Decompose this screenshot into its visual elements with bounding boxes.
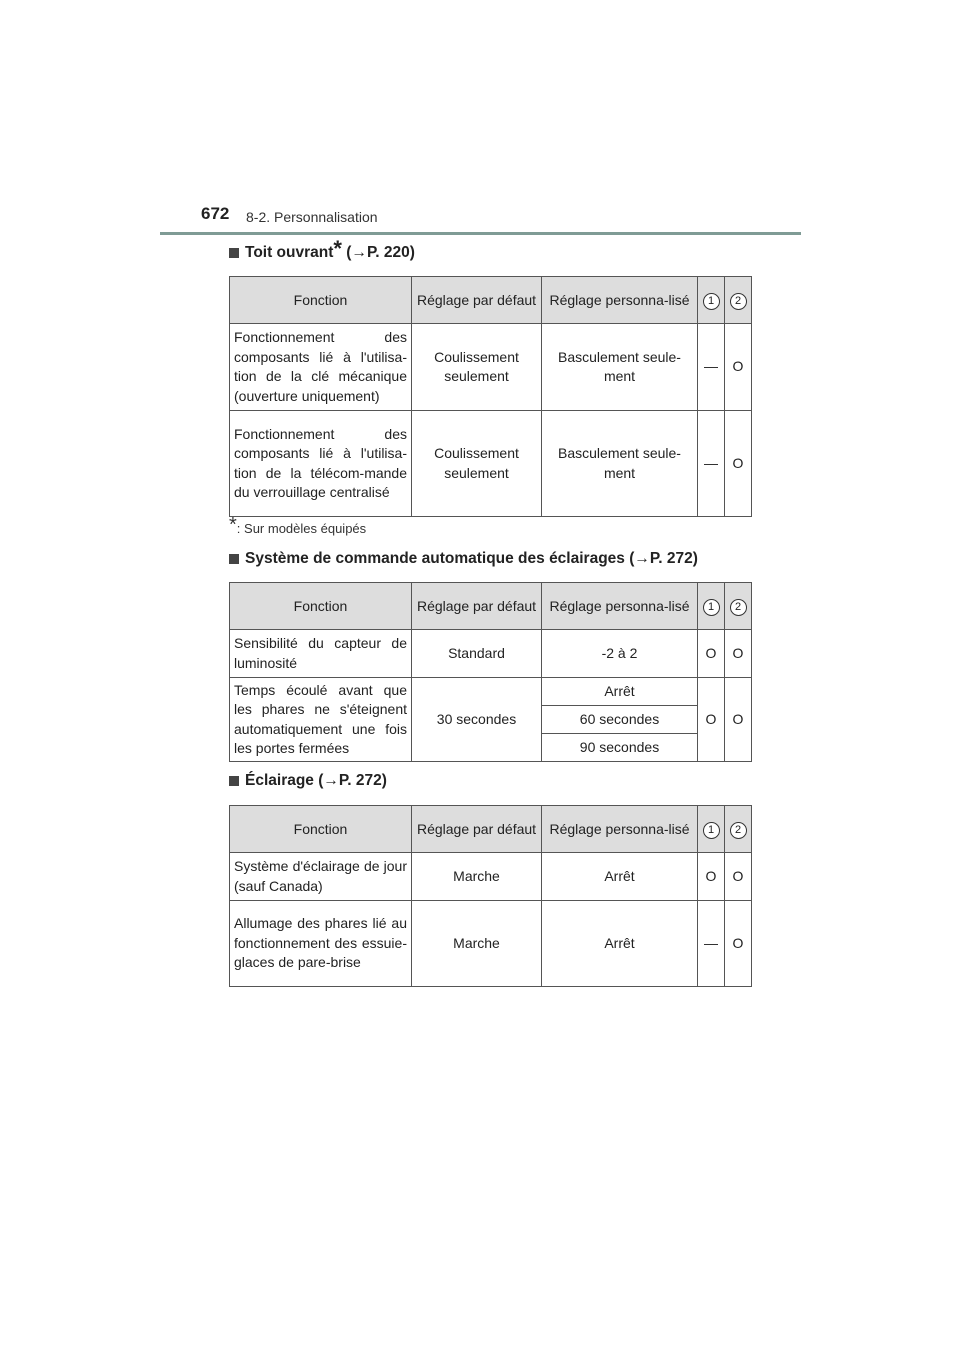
heading-toit-ouvrant [229, 236, 415, 262]
asterisk-mark: * [333, 236, 342, 261]
circled-1-icon: 1 [703, 822, 720, 839]
cell-perso: Arrêt [542, 901, 698, 987]
cell-defaut: Marche [412, 853, 542, 901]
square-bullet-icon [229, 776, 239, 786]
table-row [230, 853, 752, 901]
table-header-row [230, 583, 752, 630]
cell-c1: — [698, 901, 725, 987]
col-fonction: Fonction [230, 806, 412, 853]
table-row [230, 630, 752, 678]
cell-perso: Basculement seule-ment [542, 324, 698, 411]
cell-c2: O [725, 853, 752, 901]
cell-c1: O [698, 853, 725, 901]
cell-fonction: Allumage des phares lié au fonctionnement des essuie-glaces de pare-brise [230, 901, 412, 987]
cell-perso-option: 90 secondes [542, 734, 698, 762]
cell-c1: O [698, 630, 725, 678]
col-reglage-perso: Réglage personna-lisé [542, 806, 698, 853]
circled-2-icon: 2 [730, 599, 747, 616]
col-reglage-defaut: Réglage par défaut [412, 277, 542, 324]
col-1 [698, 806, 725, 853]
section-label: 8-2. Personnalisation [246, 209, 378, 225]
footnote-asterisk: * [229, 514, 237, 536]
square-bullet-icon [229, 248, 239, 258]
cell-c1: — [698, 324, 725, 411]
col-reglage-perso: Réglage personna-lisé [542, 583, 698, 630]
cell-defaut: Marche [412, 901, 542, 987]
cell-defaut: Coulissement seulement [412, 411, 542, 517]
table-header-row [230, 277, 752, 324]
cell-c1: — [698, 411, 725, 517]
header-rule [160, 232, 801, 235]
cell-fonction: Système d'éclairage de jour (sauf Canada) [230, 853, 412, 901]
cell-fonction: Fonctionnement des composants lié à l'utilisa-tion de la télécom-mande du verrouillage centralisé [230, 411, 412, 517]
cell-c2: O [725, 324, 752, 411]
table-toit-ouvrant [229, 276, 752, 517]
circled-2-icon: 2 [730, 293, 747, 310]
heading-commande-eclairages [229, 550, 698, 568]
col-1 [698, 583, 725, 630]
heading-ref: (→P. 272) [629, 550, 698, 567]
cell-c2: O [725, 678, 752, 762]
table-row [230, 901, 752, 987]
table-eclairage [229, 805, 752, 987]
cell-perso-option: 60 secondes [542, 706, 698, 734]
footnote-text: : Sur modèles équipés [236, 521, 367, 536]
cell-c2: O [725, 901, 752, 987]
cell-defaut: 30 secondes [412, 678, 542, 762]
circled-2-icon: 2 [730, 822, 747, 839]
cell-fonction: Temps écoulé avant que les phares ne s'éteignent automatiquement une fois les portes fermées [230, 678, 412, 762]
cell-fonction: Fonctionnement des composants lié à l'utilisa-tion de la clé mécanique (ouverture uniquement) [230, 324, 412, 411]
heading-ref: (→P. 272) [318, 772, 387, 789]
col-2 [725, 583, 752, 630]
table-commande-eclairages [229, 582, 752, 762]
table-header-row [230, 806, 752, 853]
table-row [230, 411, 752, 517]
col-reglage-defaut: Réglage par défaut [412, 806, 542, 853]
page-number: 672 [201, 204, 230, 223]
cell-c2: O [725, 630, 752, 678]
square-bullet-icon [229, 554, 239, 564]
col-reglage-perso: Réglage personna-lisé [542, 277, 698, 324]
heading-title: Toit ouvrant [245, 244, 334, 261]
cell-defaut: Coulissement seulement [412, 324, 542, 411]
heading-eclairage [229, 772, 387, 790]
col-2 [725, 277, 752, 324]
footnote [229, 514, 367, 536]
circled-1-icon: 1 [703, 599, 720, 616]
circled-1-icon: 1 [703, 293, 720, 310]
cell-defaut: Standard [412, 630, 542, 678]
cell-perso: Basculement seule-ment [542, 411, 698, 517]
cell-c2: O [725, 411, 752, 517]
heading-title: Éclairage [245, 772, 314, 789]
cell-perso: -2 à 2 [542, 630, 698, 678]
table-row [230, 678, 752, 706]
heading-title: Système de commande automatique des éclairages [245, 550, 625, 567]
col-fonction: Fonction [230, 583, 412, 630]
col-1 [698, 277, 725, 324]
cell-fonction: Sensibilité du capteur de luminosité [230, 630, 412, 678]
col-reglage-defaut: Réglage par défaut [412, 583, 542, 630]
heading-ref: (→P. 220) [346, 244, 415, 261]
col-2 [725, 806, 752, 853]
cell-c1: O [698, 678, 725, 762]
col-fonction: Fonction [230, 277, 412, 324]
cell-perso: Arrêt [542, 853, 698, 901]
cell-perso-option: Arrêt [542, 678, 698, 706]
table-row [230, 324, 752, 411]
